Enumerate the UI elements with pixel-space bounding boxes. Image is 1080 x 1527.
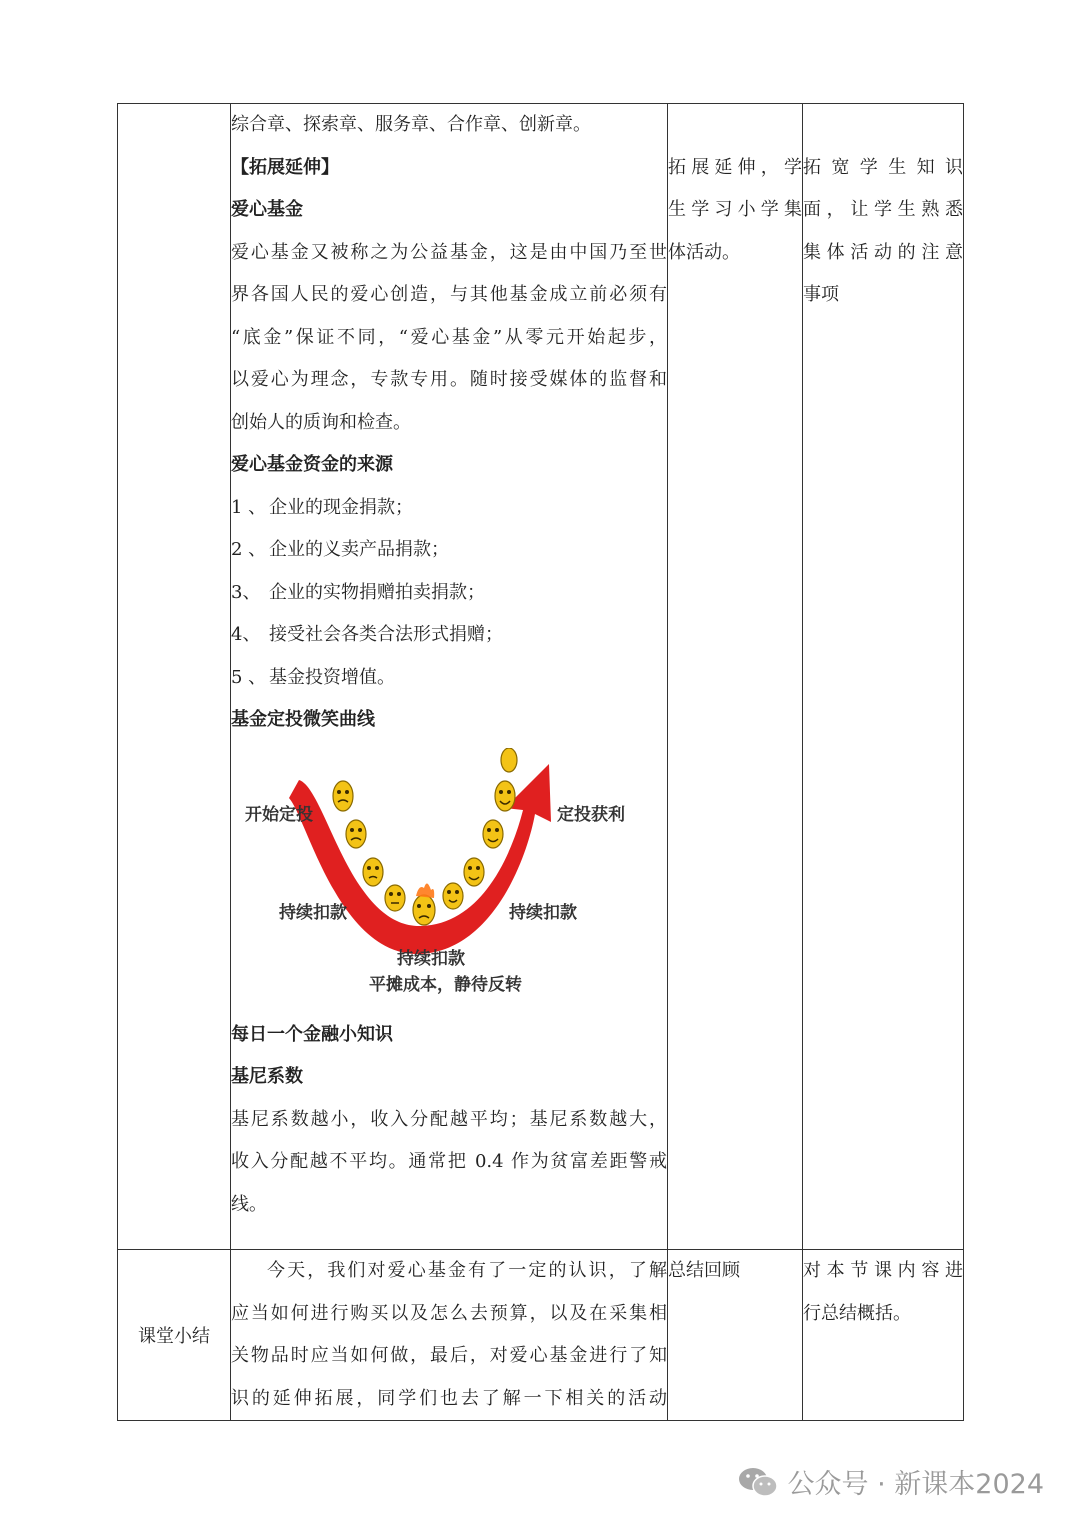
watermark-text: 公众号 · 新课本2024 — [787, 1469, 1044, 1500]
curve-heading: 基金定投微笑曲线 — [231, 709, 375, 730]
intent-line: 集体活动的注意 — [803, 241, 963, 263]
summary-line: 今天，我们对爱心基金有了一定的认识，了解 — [267, 1260, 667, 1281]
label-average-cost: 平摊成本，静待反转 — [369, 974, 522, 995]
cell-student-activity — [668, 104, 803, 1250]
cell-design-intent — [803, 104, 964, 1250]
source-item — [231, 657, 667, 700]
source-item — [231, 487, 667, 530]
source-item — [231, 614, 667, 657]
source-heading: 爱心基金资金的来源 — [231, 454, 393, 475]
summary-intent-line: 行总结概括。 — [803, 1302, 911, 1324]
intent-line: 拓宽学生知识 — [803, 156, 963, 178]
label-start-investing: 开始定投 — [245, 804, 313, 825]
label-continue-left: 持续扣款 — [279, 902, 347, 923]
fund-text-line: 爱心基金又被称之为公益基金，这是由中国乃至世 — [231, 241, 667, 263]
fund-text-line: 以爱心为理念，专款专用。随时接受媒体的监督和 — [231, 369, 667, 390]
source-text: 企业的现金捐款； — [269, 496, 413, 518]
activity-line: 拓展延伸，学 — [668, 156, 802, 178]
lesson-table — [117, 103, 964, 1421]
chapter-list-line: 综合章、探索章、服务章、合作章、创新章。 — [231, 114, 591, 135]
fund-text-line: 界各国人民的爱心创造，与其他基金成立前必须有 — [231, 284, 667, 305]
face-icon — [464, 858, 484, 886]
source-text: 接受社会各类合法形式捐赠； — [269, 624, 503, 645]
source-number: 4、 — [231, 624, 261, 645]
source-number: 5 、 — [231, 666, 267, 688]
summary-intent-line: 对本节课内容进 — [803, 1260, 963, 1281]
thumbs-up-icon — [501, 748, 517, 772]
label-continue-bottom: 持续扣款 — [397, 948, 465, 969]
table-row-summary — [118, 1250, 964, 1421]
face-icon — [385, 885, 405, 911]
cell-stage-summary: 课堂小结 — [118, 1250, 231, 1421]
summary-activity-text: 总结回顾 — [668, 1260, 740, 1281]
fund-text-line: 创始人的质询和检查。 — [231, 411, 411, 433]
watermark — [738, 1462, 1044, 1501]
cell-summary-intent — [803, 1250, 964, 1421]
intent-line: 事项 — [803, 284, 839, 305]
face-icon — [363, 858, 383, 886]
activity-line: 生学习小学集 — [668, 199, 802, 220]
activity-line: 体活动。 — [668, 241, 740, 263]
table-row-extension — [118, 104, 964, 1250]
label-continue-right: 持续扣款 — [509, 902, 577, 923]
face-icon — [333, 781, 353, 811]
source-number: 2 、 — [231, 539, 267, 560]
summary-line: 关物品时应当如何做，最后，对爱心基金进行了知 — [231, 1345, 667, 1366]
source-text: 企业的实物捐赠拍卖捐款； — [269, 581, 485, 603]
face-icon — [495, 781, 515, 811]
source-item — [231, 572, 667, 615]
gini-text-line: 线。 — [231, 1193, 267, 1215]
cell-content — [231, 104, 668, 1250]
gini-text-line: 基尼系数越小，收入分配越平均；基尼系数越大， — [231, 1108, 667, 1130]
face-icon — [483, 820, 503, 848]
cell-stage-empty — [118, 104, 231, 1250]
face-icon — [443, 883, 463, 909]
fund-heading: 爱心基金 — [231, 199, 303, 220]
source-item — [231, 529, 667, 572]
source-number: 3、 — [231, 581, 261, 603]
source-number: 1 、 — [231, 496, 267, 518]
label-investment-profit: 定投获利 — [557, 804, 625, 825]
flame-icon — [416, 883, 434, 898]
source-text: 基金投资增值。 — [269, 666, 395, 688]
cell-summary-activity — [668, 1250, 803, 1421]
daily-knowledge-heading: 每日一个金融小知识 — [231, 1023, 393, 1045]
face-icon — [413, 895, 435, 925]
summary-line: 识的延伸拓展，同学们也去了解一下相关的活动 — [231, 1387, 667, 1409]
smile-curve-figure — [231, 748, 625, 1010]
source-text: 企业的义卖产品捐款； — [269, 539, 449, 560]
gini-heading: 基尼系数 — [231, 1066, 303, 1087]
wechat-icon — [738, 1465, 778, 1499]
face-icon — [346, 820, 366, 848]
gini-text-line: 收入分配越不平均。通常把 0.4 作为贫富差距警戒 — [231, 1151, 667, 1172]
cell-summary-content — [231, 1250, 668, 1421]
fund-text-line: “底金”保证不同，“爱心基金”从零元开始起步， — [231, 326, 667, 348]
extension-heading: 【拓展延伸】 — [231, 156, 339, 178]
intent-line: 面，让学生熟悉 — [803, 199, 963, 220]
summary-line: 应当如何进行购买以及怎么去预算，以及在采集相 — [231, 1302, 667, 1324]
